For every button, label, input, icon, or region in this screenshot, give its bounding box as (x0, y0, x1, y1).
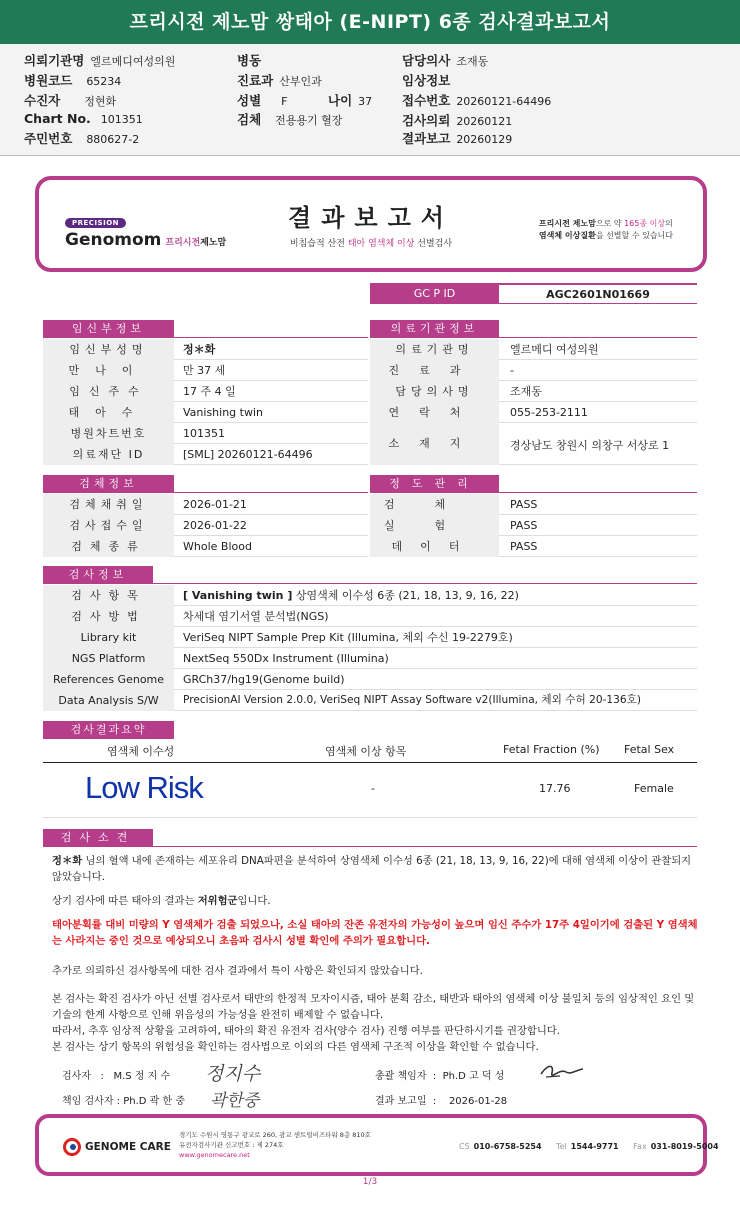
findings-warning: 태아분획률 대비 미량의 Y 염색체가 검출 되었으나, 소실 태아의 잔존 유전자의 가능성이 높으며 임신 주수가 17주 4일이기에 검출된 Y 염색체는 사라지는 중인 것으로 예상되오니 초음파 검사시 성별 확인에 주의가 필요합니다. (52, 919, 698, 947)
section-line (174, 492, 368, 493)
table-row: 태아수 Vanishing twin (43, 402, 368, 423)
gcpid-value: AGC2601N01669 (499, 283, 697, 304)
section-test-info: 검사정보 (43, 566, 153, 584)
field-institution: 의뢰기관명 엘르메디여성의원 (24, 53, 176, 68)
logo-sub-dark: 제노맘 (200, 238, 227, 248)
table-row: Data Analysis S/W PrecisionAI Version 2.0.0, VeriSeq NIPT Assay Software v2(Illumina, 체외 수허 20-136호) (43, 690, 697, 711)
report-title: 프리시전 제노맘 쌍태아 (E-NIPT) 6종 검사결과보고서 (0, 0, 740, 44)
table-row: 검사방법 차세대 염기서열 분석법(NGS) (43, 606, 697, 627)
table-row: Library kit VeriSeq NIPT Sample Prep Kit (Illumina, 체외 수신 19-2279호) (43, 627, 697, 648)
table-row: 검체채취일 2026-01-21 (43, 494, 368, 515)
risk-result: Low Risk (85, 770, 203, 805)
table-row: 의료기관명 엘르메디 여성의원 (370, 339, 697, 360)
genome-care-icon (63, 1138, 81, 1156)
footer-address: 경기도 수원시 영통구 광교로 260, 광교 센트럴비즈타워 8층 810호 유전자검사기관 신고번호 : 제 274호 www.genomecare.net (179, 1131, 371, 1159)
abnormal-value: - (371, 782, 375, 795)
table-row: 검사접수일 2026-01-22 (43, 515, 368, 536)
report-date-row: 결과 보고일 : 2026-01-28 (375, 1096, 508, 1107)
fetal-sex-value: Female (634, 782, 674, 795)
section-line (499, 337, 697, 338)
logo-sub-pink: 프리시전 (165, 238, 201, 248)
table-row: NGS Platform NextSeq 550Dx Instrument (Illumina) (43, 648, 697, 669)
report-page (0, 158, 740, 1208)
field-doctor: 담당의사 조재동 (402, 53, 489, 68)
field-resident-no: 주민번호 880627-2 (24, 131, 140, 146)
summary-col-abnormal: 염색체 이상 항목 (325, 745, 407, 758)
tester-signature-row: 검사자 : M.S 정 지 수 (62, 1071, 171, 1082)
table-row: 임신부성명 정＊화 (43, 339, 368, 360)
field-specimen: 검체 전용용기 혈장 (237, 112, 343, 127)
field-receipt-no: 접수번호 20260121-64496 (402, 93, 552, 108)
section-summary: 검사결과요약 (43, 721, 174, 739)
responsible-signature: 곽한중 (210, 1091, 260, 1111)
logo-name: Genomom (65, 230, 162, 250)
summary-col-aneuploidy: 염색체 이수성 (107, 745, 175, 758)
section-specimen-info: 검체정보 (43, 475, 174, 493)
table-row: 검사항목 [ Vanishing twin ] 상염색체 이수성 6종 (21, 18, 13, 9, 16, 22) (43, 585, 697, 606)
section-pregnant-info: 임신부정보 (43, 320, 174, 338)
table-row: 연락처 055-253-2111 (370, 402, 697, 423)
responsible-signature-row: 책임 검사자 : Ph.D 곽 한 중 (62, 1096, 185, 1107)
field-sex: 성별 F (237, 93, 288, 108)
section-institution-info: 의료기관정보 (370, 320, 499, 338)
summary-col-fetal-sex: Fetal Sex (624, 743, 675, 756)
table-row: 검체 PASS (370, 494, 697, 515)
field-age: 나이 37 (328, 93, 373, 108)
genome-care-logo: GENOME CARE (63, 1138, 171, 1156)
table-row: 담당의사명 조재동 (370, 381, 697, 402)
report-header-box (35, 176, 707, 272)
field-ward: 병동 (237, 53, 262, 68)
table-row: 의료재단 ID [SML] 20260121-64496 (43, 444, 368, 465)
footer-website[interactable]: www.genomecare.net (179, 1151, 250, 1159)
result-report-title: 결과보고서 (288, 204, 454, 232)
summary-header (43, 739, 697, 763)
field-department: 진료과 산부인과 (237, 73, 322, 88)
summary-row (43, 764, 697, 818)
chief-signature (538, 1060, 586, 1082)
section-line (153, 846, 697, 847)
footer-contact: CS 010-6758-5254 Tel 1544-9771 Fax 031-8019-5004 (459, 1142, 719, 1151)
gcpid-label: GC P ID (370, 283, 499, 304)
section-line (499, 492, 697, 493)
section-line (174, 337, 368, 338)
precision-badge: PRECISION (65, 218, 126, 228)
findings-text: 정＊화 님의 혈액 내에 존재하는 세포유리 DNA파편을 분석하여 상염색체 이수성 6종 (21, 18, 13, 9, 16, 22)에 대해 염색체 이상이 관찰되지 않았습니다. 상기 검사에 따른 태아의 결과는 저위험군입니다. 태아분획률 대비 미량의 Y 염색체가 검출 되었으나, 소실 태아의 잔존 유전자의 가능성이 높으며 임신 주수가 17주 4일이기에 검출된 Y 염색체는 사라지는 중인 것으로 예상되오니 초음파 검사시 성별 확인에 주의가 필요합니다. 추가로 의뢰하신 검사항목에 대한 검사 결과에서 특이 사항은 확인되지 않았습니다. 본 검사는 확진 검사가 아닌 선별 검사로서 태반의 한정적 모자이시즘, 태아 분획 감소, 태반과 태아의 염색체 이상 불일치 등의 임상적인 요인 및 기술의 한계 사항으로 인해 위음성의 가능성을 완전히 배제할 수 없습니다. 따라서, 추후 임상적 상황을 고려하여, 태아의 확진 유전자 검사(양수 검사) 진행 여부를 판단하시기를 권장합니다. 본 검사는 상기 항목의 위험성을 확인하는 검사법으로 이외의 다른 염색체 구조적 이상을 확인할 수 없습니다. (52, 855, 698, 1053)
section-line (153, 583, 697, 584)
page-number: 1/3 (362, 1177, 378, 1187)
section-qc: 정도관리 (370, 475, 499, 493)
table-row: 데이터 PASS (370, 536, 697, 557)
footer-box (35, 1114, 719, 1176)
fetal-fraction-value: 17.76 (539, 782, 571, 795)
section-findings: 검사소견 (43, 829, 153, 847)
field-chart-no: Chart No. 101351 (24, 111, 143, 126)
field-patient-name: 수진자 정현화 (24, 93, 117, 108)
field-request-date: 검사의뢰 20260121 (402, 113, 513, 128)
table-row: 검체종류 Whole Blood (43, 536, 368, 557)
patient-info-panel (0, 44, 740, 156)
summary-col-fetal-fraction: Fetal Fraction (%) (503, 743, 600, 756)
table-row: 소재지 경상남도 창원시 의창구 서상로 1 (370, 423, 697, 465)
table-row: 만나이 만 37 세 (43, 360, 368, 381)
header-tagline: 프리시전 제노맘으로 약 165종 이상의 염색체 이상질환을 선별할 수 있습니다 (538, 219, 673, 240)
field-clinical-info: 임상정보 (402, 73, 451, 88)
table-row: 병원차트번호 101351 (43, 423, 368, 444)
chief-signature-row: 총괄 책임자 : Ph.D 고 덕 성 (375, 1071, 505, 1082)
field-hospital-code: 병원코드 65234 (24, 73, 122, 88)
table-row: References Genome GRCh37/hg19(Genome build) (43, 669, 697, 690)
tester-signature: 정지수 (205, 1063, 261, 1085)
table-row: 실험 PASS (370, 515, 697, 536)
result-report-subtitle: 비침습적 산전 태아 염색체 이상 선별검사 (289, 239, 453, 249)
field-report-date: 결과보고 20260129 (402, 131, 513, 146)
table-row: 진료과 - (370, 360, 697, 381)
table-row: 임신주수 17 주 4 일 (43, 381, 368, 402)
